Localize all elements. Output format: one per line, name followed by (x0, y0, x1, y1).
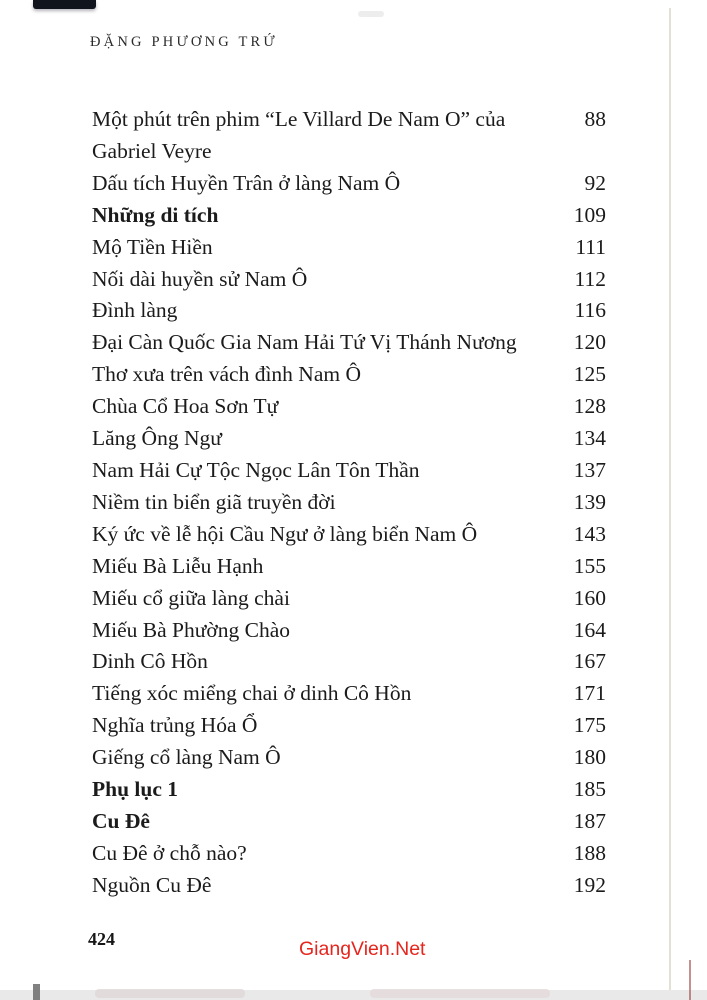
toc-entry-title: Ký ức về lễ hội Cầu Ngư ở làng biển Nam Ô (92, 521, 478, 546)
toc-entry-title: Một phút trên phim “Le Villard De Nam O” của Gabriel Veyre (92, 107, 506, 163)
scan-artifact-smudge (370, 989, 550, 998)
toc-entry-page: 128 (573, 394, 606, 419)
toc-entry-page: 192 (573, 872, 606, 897)
toc-entry-title: Cu Đê ở chỗ nào? (92, 840, 247, 865)
toc-entry (92, 806, 606, 838)
toc-entry (92, 391, 606, 423)
toc-entry-title: Miếu Bà Liễu Hạnh (92, 553, 264, 578)
scan-artifact-page-edge (669, 8, 671, 1000)
toc-entry-page: 167 (573, 649, 606, 674)
toc-entry-page: 134 (573, 426, 606, 451)
toc-entry-page: 175 (573, 713, 606, 738)
toc-entry-page: 171 (573, 681, 606, 706)
toc-entry-title: Miếu cổ giữa làng chài (92, 585, 290, 610)
scan-artifact-smudge (95, 989, 245, 998)
toc-entry-title: Nam Hải Cự Tộc Ngọc Lân Tôn Thần (92, 457, 420, 482)
toc-entry-page: 112 (574, 266, 606, 291)
toc-entry-title: Niềm tin biển giã truyền đời (92, 489, 336, 514)
toc-entry (92, 359, 606, 391)
toc-entry-page: 155 (573, 553, 606, 578)
toc-entry-page: 160 (573, 585, 606, 610)
toc-entry (92, 264, 606, 296)
toc-entry (92, 615, 606, 647)
author-header: ĐẶNG PHƯƠNG TRỨ (90, 34, 278, 50)
toc-entry (92, 487, 606, 519)
toc-entry (92, 742, 606, 774)
toc-entry-title: Nối dài huyền sử Nam Ô (92, 266, 308, 291)
toc-entry-page: 185 (573, 777, 606, 802)
toc-entry-title: Cu Đê (92, 808, 150, 833)
toc-entry (92, 200, 606, 232)
toc-entry (92, 710, 606, 742)
toc-entry (92, 455, 606, 487)
toc-entry-title: Những di tích (92, 202, 219, 227)
toc-entry-title: Nghĩa trủng Hóa Ổ (92, 713, 258, 738)
toc-entry-page: 111 (575, 234, 606, 259)
toc-entry (92, 519, 606, 551)
toc-entry-title: Thơ xưa trên vách đình Nam Ô (92, 362, 362, 387)
scan-artifact-edge-line (689, 960, 691, 1000)
toc-entry-title: Lăng Ông Ngư (92, 426, 222, 451)
toc-entry-page: 143 (573, 521, 606, 546)
scan-artifact-mark (33, 984, 40, 1000)
toc-entry-title: Đại Càn Quốc Gia Nam Hải Tứ Vị Thánh Nương (92, 330, 517, 355)
page-number: 424 (88, 929, 115, 949)
toc-entry-page: 92 (584, 170, 606, 195)
toc-entry-page: 88 (584, 107, 606, 131)
toc-entry-page: 109 (573, 202, 606, 227)
toc-entry (92, 870, 606, 902)
toc-entry-title: Đình làng (92, 298, 178, 323)
toc-entry-page: 187 (573, 808, 606, 833)
toc-entry-page: 180 (573, 745, 606, 770)
watermark-link[interactable]: GiangVien.Net (299, 938, 426, 960)
toc-entry (92, 774, 606, 806)
toc-entry-title: Dinh Cô Hồn (92, 649, 208, 674)
table-of-contents (92, 104, 606, 902)
toc-entry (92, 168, 606, 200)
toc-entry-page: 164 (573, 617, 606, 642)
scan-artifact-smudge (358, 11, 384, 17)
toc-entry (92, 423, 606, 455)
toc-entry (92, 583, 606, 615)
toc-entry (92, 646, 606, 678)
toc-entry-page: 139 (573, 489, 606, 514)
toc-entry-title: Giếng cổ làng Nam Ô (92, 745, 281, 770)
scan-artifact-top-left (33, 0, 96, 9)
toc-entry-page: 125 (573, 362, 606, 387)
toc-entry (92, 551, 606, 583)
toc-entry-title: Dấu tích Huyền Trân ở làng Nam Ô (92, 170, 401, 195)
toc-entry-title: Mộ Tiền Hiền (92, 234, 213, 259)
toc-entry-page: 120 (573, 330, 606, 355)
toc-entry-title: Nguồn Cu Đê (92, 872, 212, 897)
toc-entry-page: 116 (574, 298, 606, 323)
toc-entry (92, 104, 606, 168)
toc-entry (92, 838, 606, 870)
toc-entry (92, 295, 606, 327)
toc-entry-title: Phụ lục 1 (92, 777, 179, 802)
toc-entry-title: Miếu Bà Phường Chào (92, 617, 291, 642)
toc-entry-title: Tiếng xóc miểng chai ở dinh Cô Hồn (92, 681, 412, 706)
toc-entry (92, 327, 606, 359)
toc-entry-page: 188 (573, 840, 606, 865)
toc-entry (92, 232, 606, 264)
toc-entry-title: Chùa Cổ Hoa Sơn Tự (92, 394, 279, 419)
toc-entry-page: 137 (573, 457, 606, 482)
toc-entry (92, 678, 606, 710)
